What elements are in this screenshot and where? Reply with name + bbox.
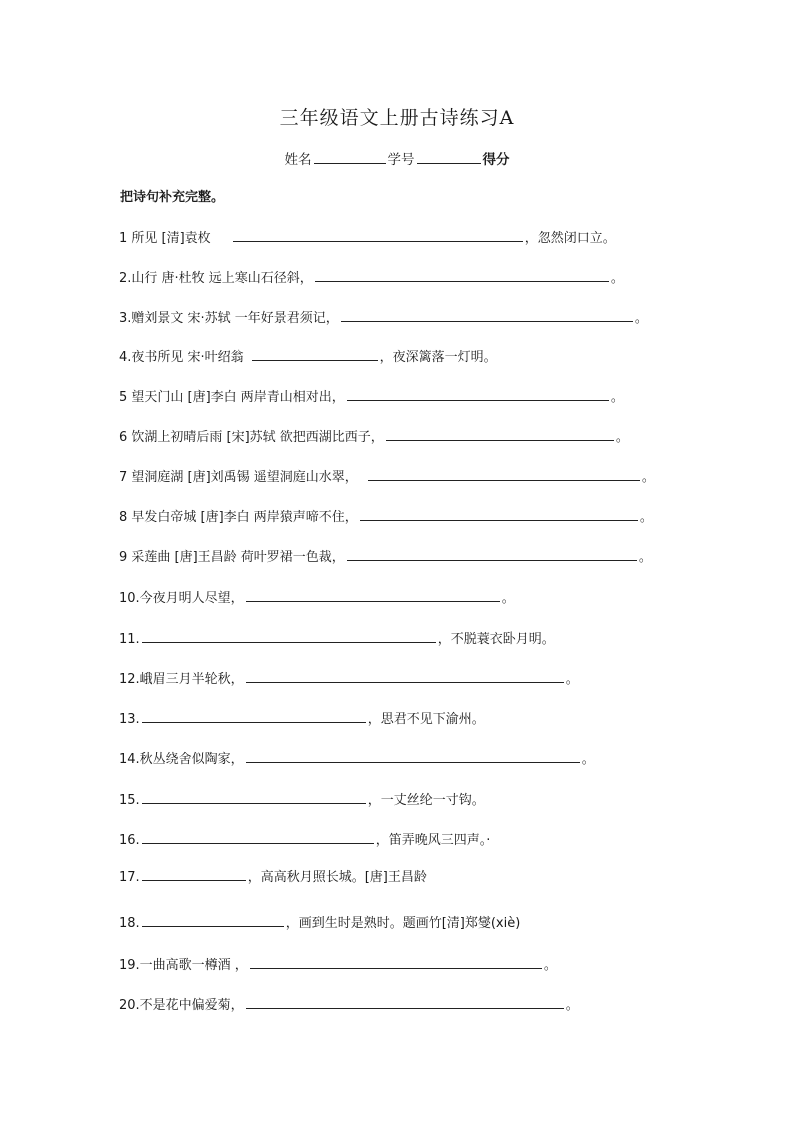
question-20 xyxy=(119,994,579,1015)
question-6 xyxy=(119,426,629,447)
question-prompt: 14.秋丛绕舍似陶家， xyxy=(119,752,244,767)
question-2 xyxy=(119,267,624,288)
question-suffix: ，高高秋月照长城。[唐]王昌龄 xyxy=(247,870,427,885)
question-prompt: 6 饮湖上初晴后雨 [宋]苏轼 欲把西湖比西子， xyxy=(119,430,384,445)
answer-blank[interactable] xyxy=(246,668,564,683)
question-suffix: 。 xyxy=(615,430,629,445)
question-prompt: 9 采莲曲 [唐]王昌龄 荷叶罗裙一色裁， xyxy=(119,550,345,565)
answer-blank[interactable] xyxy=(246,587,500,602)
question-suffix: ，思君不见下渝州。 xyxy=(367,712,485,727)
question-suffix: ，画到生时是熟时。题画竹[清]郑燮(xiè) xyxy=(285,916,521,931)
question-suffix: ，一丈丝纶一寸钩。 xyxy=(367,793,485,808)
question-prompt: 4.夜书所见 宋·叶绍翁 xyxy=(119,350,244,365)
question-prompt: 15. xyxy=(119,793,140,808)
question-18 xyxy=(119,912,520,933)
question-17 xyxy=(119,866,427,887)
question-prompt: 17. xyxy=(119,870,140,885)
question-9 xyxy=(119,546,652,567)
answer-blank[interactable] xyxy=(142,866,246,881)
question-suffix: 。 xyxy=(581,752,595,767)
question-15 xyxy=(119,789,485,810)
question-suffix: 。 xyxy=(565,998,579,1013)
student-info-row xyxy=(0,148,794,168)
question-10 xyxy=(119,587,515,608)
question-19 xyxy=(119,954,557,975)
question-prompt: 20.不是花中偏爱菊， xyxy=(119,998,244,1013)
question-prompt: 10.今夜月明人尽望， xyxy=(119,591,244,606)
answer-blank[interactable] xyxy=(347,546,637,561)
question-suffix: 。 xyxy=(543,958,557,973)
question-suffix: 。 xyxy=(610,390,624,405)
question-suffix: ，笛弄晚风三四声。· xyxy=(375,833,491,848)
answer-blank[interactable] xyxy=(368,466,640,481)
question-8 xyxy=(119,506,653,527)
id-label: 学号 xyxy=(387,152,415,168)
question-prompt: 2.山行 唐·杜牧 远上寒山石径斜， xyxy=(119,271,313,286)
answer-blank[interactable] xyxy=(142,708,366,723)
question-14 xyxy=(119,748,595,769)
question-suffix: 。 xyxy=(639,510,653,525)
question-4 xyxy=(119,346,497,367)
question-prompt: 7 望洞庭湖 [唐]刘禹锡 遥望洞庭山水翠， xyxy=(119,470,358,485)
score-label: 得分 xyxy=(482,152,510,168)
question-prompt: 5 望天门山 [唐]李白 两岸青山相对出， xyxy=(119,390,345,405)
answer-blank[interactable] xyxy=(246,748,580,763)
answer-blank[interactable] xyxy=(341,307,633,322)
question-prompt: 8 早发白帝城 [唐]李白 两岸猿声啼不住， xyxy=(119,510,358,525)
question-suffix: 。 xyxy=(565,672,579,687)
answer-blank[interactable] xyxy=(142,789,366,804)
question-suffix: 。 xyxy=(501,591,515,606)
answer-blank[interactable] xyxy=(315,267,609,282)
answer-blank[interactable] xyxy=(347,386,609,401)
answer-blank[interactable] xyxy=(142,829,374,844)
answer-blank[interactable] xyxy=(360,506,638,521)
question-16 xyxy=(119,829,490,850)
answer-blank[interactable] xyxy=(246,994,564,1009)
question-suffix: 。 xyxy=(610,271,624,286)
answer-blank[interactable] xyxy=(252,346,378,361)
name-blank[interactable] xyxy=(314,149,386,164)
question-11 xyxy=(119,628,555,649)
answer-blank[interactable] xyxy=(250,954,542,969)
question-prompt: 16. xyxy=(119,833,140,848)
id-blank[interactable] xyxy=(417,149,481,164)
question-1 xyxy=(119,227,616,248)
question-prompt: 3.赠刘景文 宋·苏轼 一年好景君须记， xyxy=(119,311,339,326)
answer-blank[interactable] xyxy=(142,628,436,643)
question-12 xyxy=(119,668,579,689)
question-prompt: 1 所见 [清]袁枚 xyxy=(119,231,211,246)
question-suffix: ，夜深篱落一灯明。 xyxy=(379,350,497,365)
instruction-text: 把诗句补充完整。 xyxy=(120,190,225,205)
question-prompt: 18. xyxy=(119,916,140,931)
question-prompt: 12.峨眉三月半轮秋， xyxy=(119,672,244,687)
question-13 xyxy=(119,708,485,729)
question-suffix: 。 xyxy=(638,550,652,565)
question-5 xyxy=(119,386,624,407)
page-title: 三年级语文上册古诗练习A xyxy=(279,107,515,129)
question-suffix: ，不脱蓑衣卧月明。 xyxy=(437,632,555,647)
question-3 xyxy=(119,307,648,328)
name-label: 姓名 xyxy=(284,152,312,168)
question-7 xyxy=(119,466,655,487)
question-prompt: 13. xyxy=(119,712,140,727)
question-suffix: ，忽然闭口立。 xyxy=(524,231,616,246)
question-suffix: 。 xyxy=(634,311,648,326)
question-prompt: 19.一曲高歌一樽酒 ， xyxy=(119,958,248,973)
answer-blank[interactable] xyxy=(233,227,523,242)
question-suffix: 。 xyxy=(641,470,655,485)
answer-blank[interactable] xyxy=(142,912,284,927)
question-prompt: 11. xyxy=(119,632,140,647)
answer-blank[interactable] xyxy=(386,426,614,441)
